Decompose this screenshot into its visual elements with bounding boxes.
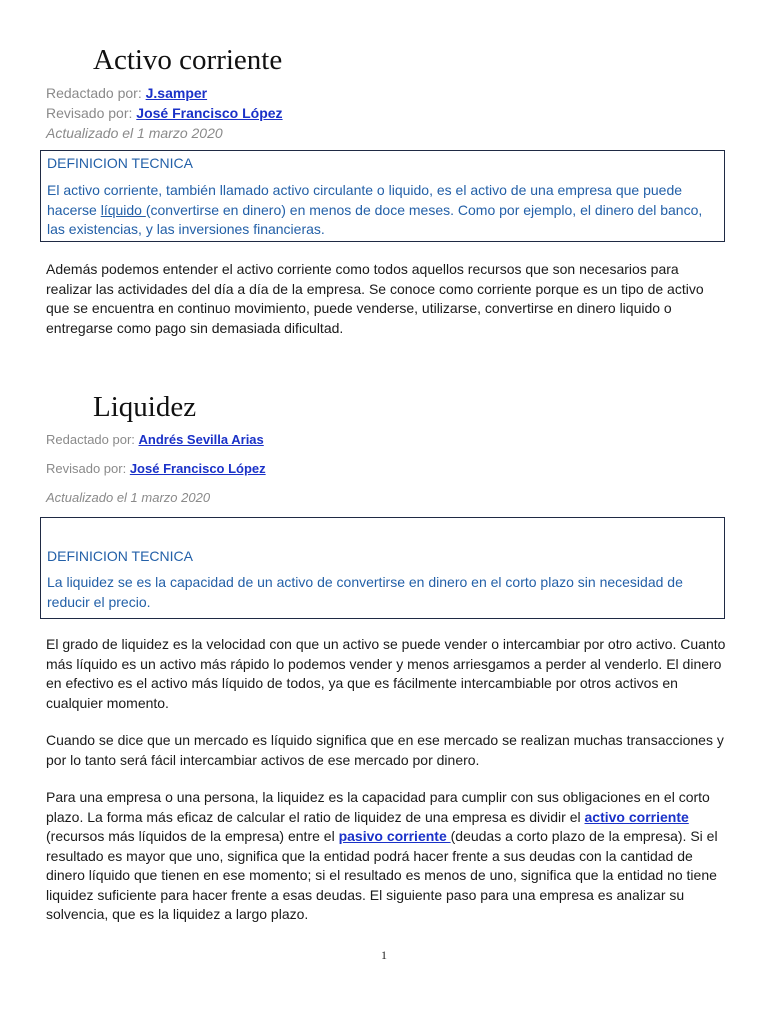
reviewer-line [46, 105, 283, 121]
liquido-link[interactable]: líquido [100, 201, 146, 218]
body-paragraph: Además podemos entender el activo corriente como todos aquellos recursos que son necesarios para realizar las actividades del día a día de la empresa. Se conoce como corriente porque es un tipo de activo que se encuentra en continuo movimiento, puede venderse, utilizarse, convertirse en dinero liquido o entregarse como pago sin demasiada dificultad. [46, 261, 704, 336]
section-title-activo-corriente: Activo corriente [93, 44, 283, 76]
paragraph-text-part: (deudas a corto plazo de la empresa). Si el resultado es mayor que uno, significa que la entidad podrá hacer frente a sus deudas con la cantidad de dinero líquido que tienen en ese momento; si el resultado es menos de uno, significa que la entidad no tiene liquidez suficiente para hacer frente a esas deudas. El siguiente paso para una empresa es analizar su solvencia, que es la liquidez a largo plazo. [46, 828, 718, 922]
author-link[interactable]: J.samper [145, 85, 208, 101]
paragraph-text-part: (recursos más líquidos de la empresa) entre el [46, 828, 339, 844]
author-line [46, 85, 207, 101]
updated-date: Actualizado el 1 marzo 2020 [46, 490, 211, 505]
body-paragraph: Cuando se dice que un mercado es líquido significa que en ese mercado se realizan muchas transacciones y por lo tanto será fácil intercambiar activos de ese mercado por dinero. [46, 732, 724, 768]
definition-text-part: (convertirse en dinero) en menos de doce meses. Como por ejemplo, el dinero del banco, las existencias, y las inversiones financieras. [47, 201, 703, 237]
updated-date: Actualizado el 1 marzo 2020 [46, 125, 223, 141]
author-link[interactable]: Andrés Sevilla Arias [138, 432, 264, 447]
definition-heading: DEFINICION TECNICA [47, 155, 193, 171]
reviewer-link[interactable]: José Francisco López [129, 461, 266, 476]
definition-text [47, 181, 718, 240]
definition-text: La liquidez se es la capacidad de un activo de convertirse en dinero en el corto plazo sin necesidad de reducir el precio. [47, 574, 683, 610]
reviewer-label: Revisado por: [46, 105, 137, 121]
pasivo-corriente-link[interactable]: pasivo corriente [338, 828, 451, 844]
body-paragraph: El grado de liquidez es la velocidad con que un activo se puede vender o intercambiar por otro activo. Cuanto más líquido es un activo más rápido lo podemos vender y menos arriesgamos a perder al venderlo. El dinero en efectivo es el activo más líquido de todos, ya que es fácilmente intercambiable por otros activos en cualquier momento. [46, 636, 726, 711]
reviewer-link[interactable]: José Francisco López [136, 105, 283, 121]
reviewer-line [46, 461, 266, 476]
author-label: Redactado por: [46, 85, 146, 101]
author-label: Redactado por: [46, 432, 139, 447]
definition-box [40, 150, 725, 242]
paragraph-text-part: Para una empresa o una persona, la liquidez es la capacidad para cumplir con sus obligaciones en el corto plazo. La forma más eficaz de calcular el ratio de liquidez de una empresa es dividir el [46, 789, 710, 825]
reviewer-label: Revisado por: [46, 461, 130, 476]
definition-box [40, 517, 725, 619]
activo-corriente-link[interactable]: activo corriente [584, 808, 689, 825]
author-line [46, 432, 264, 447]
definition-text-part: El activo corriente, también llamado activo circulante o liquido, es el activo de una empresa que puede hacerse [47, 182, 683, 218]
body-paragraph [46, 788, 726, 925]
page-number: 1 [381, 948, 387, 962]
definition-heading: DEFINICION TECNICA [47, 548, 193, 564]
section-title-liquidez: Liquidez [93, 391, 197, 423]
